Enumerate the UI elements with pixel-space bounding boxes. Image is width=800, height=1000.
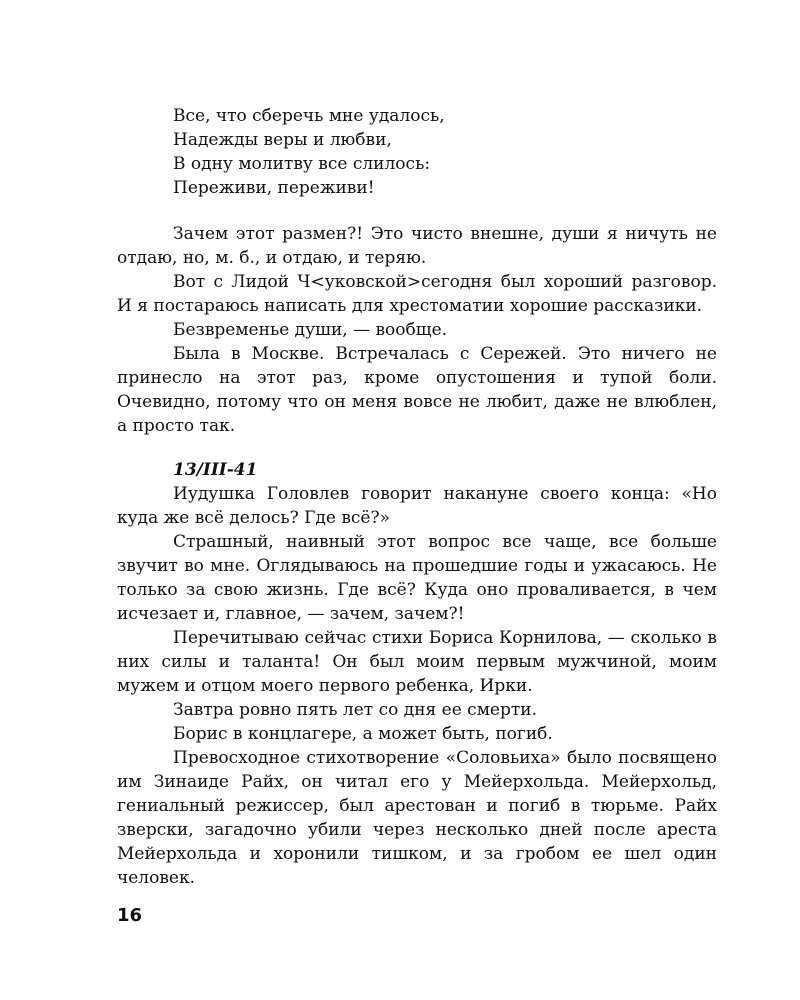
paragraph: Борис в концлагере, а может быть, погиб. xyxy=(173,724,553,744)
paragraph: Иудушка Головлев говорит накануне своего конца: «Но куда же всё делось? Где всё?» xyxy=(117,484,717,528)
poem-line: В одну молитву все слилось: xyxy=(173,154,431,174)
page-number: 16 xyxy=(117,905,143,926)
page-body xyxy=(117,104,717,890)
poem-line: Все, что сберечь мне удалось, xyxy=(173,106,445,126)
entry-date: 13/III-41 xyxy=(173,460,258,480)
paragraph: Вот с Лидой Ч<уковской>сегодня был хороший разговор. И я постараюсь написать для хрестоматии хорошие рассказики. xyxy=(117,272,717,316)
paragraph: Страшный, наивный этот вопрос все чаще, все больше звучит во мне. Оглядываюсь на прошедшие годы и ужасаюсь. Не только за свою жизнь. Где всё? Куда оно проваливается, в чем исчезает и, главное, — зачем, зачем?! xyxy=(117,532,717,624)
poem-stanza xyxy=(117,104,717,200)
paragraph: Зачем этот размен?! Это чисто внешне, души я ничуть не отдаю, но, м. б., и отдаю, и теряю. xyxy=(117,224,717,268)
paragraph: Превосходное стихотворение «Соловьиха» было посвящено им Зинаиде Райх, он читал его у Мейерхольда. Мейерхольд, гениальный режиссер, был арестован и погиб в тюрьме. Райх зверски, загадочно убили через несколько дней после ареста Мейерхольда и хоронили тишком, и за гробом ее шел один человек. xyxy=(117,748,717,888)
poem-line: Надежды веры и любви, xyxy=(173,130,392,150)
paragraph: Завтра ровно пять лет со дня ее смерти. xyxy=(173,700,538,720)
spacer xyxy=(117,438,717,458)
poem-line: Переживи, переживи! xyxy=(173,178,375,198)
paragraph: Была в Москве. Встречалась с Сережей. Это ничего не принесло на этот раз, кроме опустошения и тупой боли. Очевидно, потому что он меня вовсе не любит, даже не влюблен, а просто так. xyxy=(117,344,717,436)
spacer xyxy=(117,200,717,222)
paragraph: Перечитываю сейчас стихи Бориса Корнилова, — сколько в них силы и таланта! Он был моим первым мужчиной, моим мужем и отцом моего первого ребенка, Ирки. xyxy=(117,628,717,696)
paragraph: Безвременье души, — вообще. xyxy=(173,320,448,340)
